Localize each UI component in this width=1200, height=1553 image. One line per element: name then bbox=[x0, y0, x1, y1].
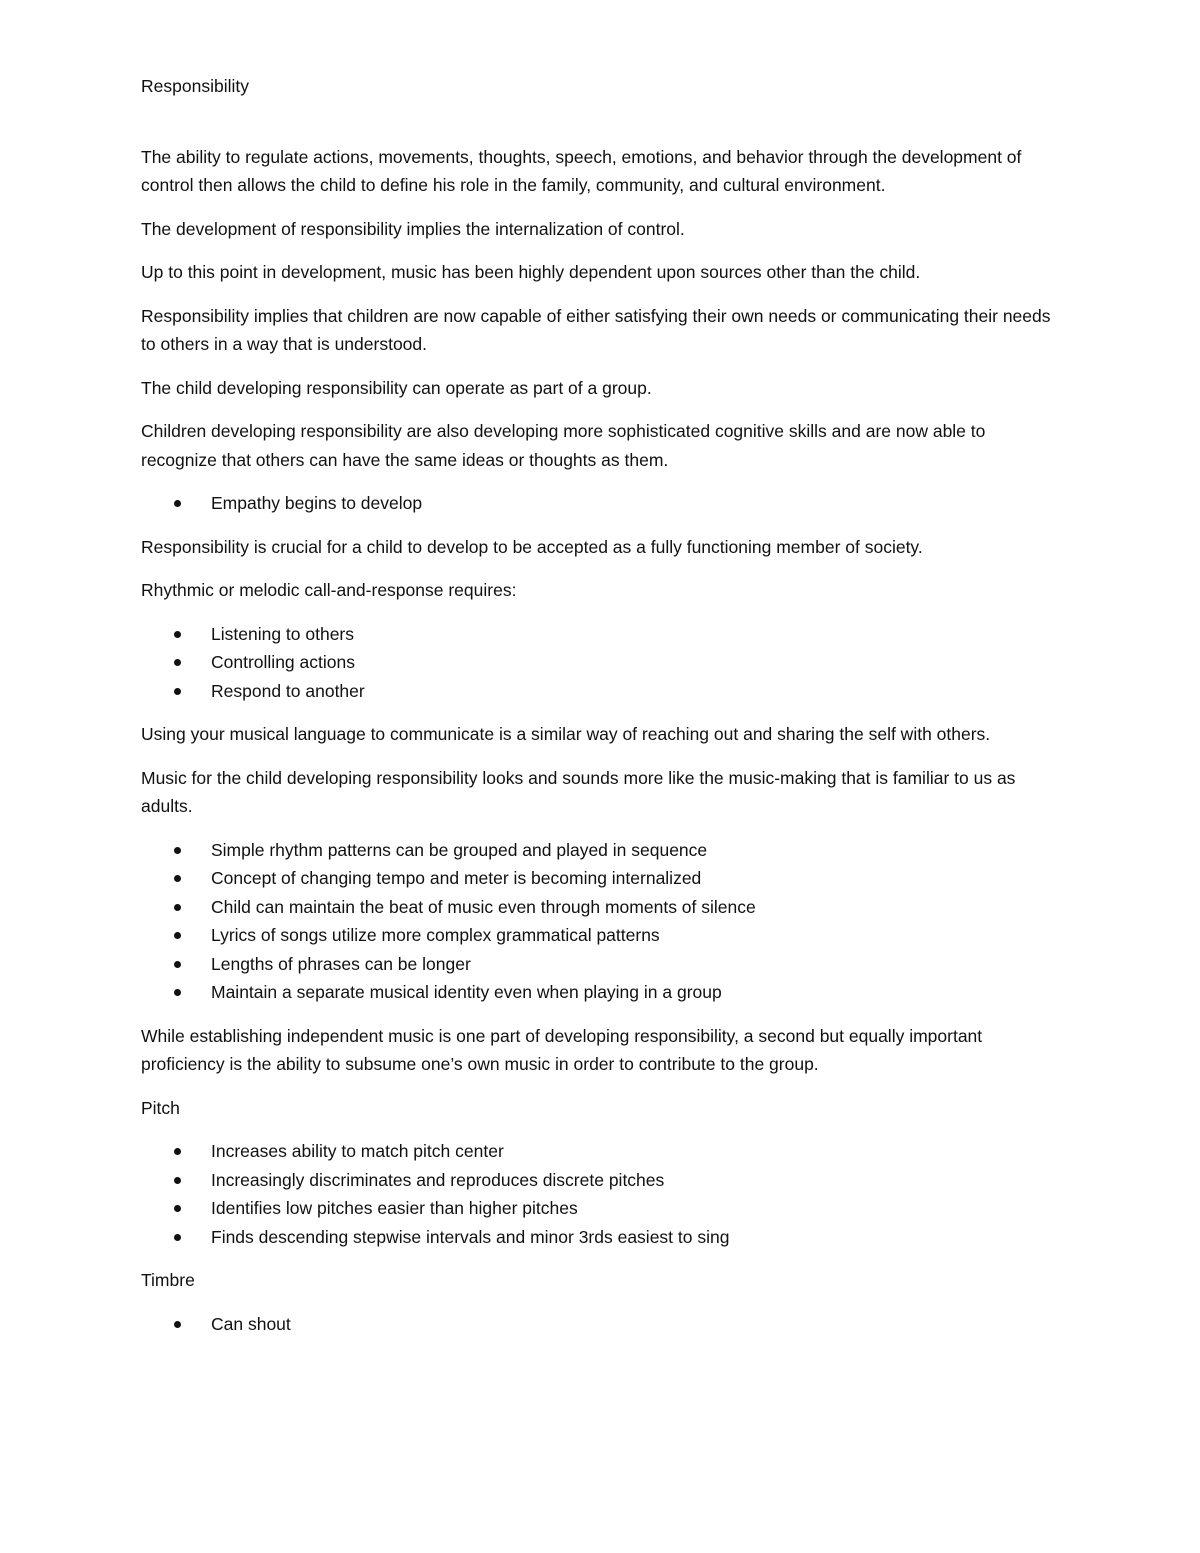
bullet-icon bbox=[174, 932, 181, 939]
document-body bbox=[141, 72, 1061, 1353]
bullet-icon bbox=[174, 1321, 181, 1328]
list-item-text: Finds descending stepwise intervals and minor 3rds easiest to sing bbox=[211, 1226, 730, 1247]
list-item-text: Listening to others bbox=[211, 623, 355, 644]
bullet-list-pitch bbox=[141, 1137, 1061, 1251]
bullet-icon bbox=[174, 847, 181, 854]
paragraph: Responsibility implies that children are now capable of either satisfying their own needs or communicating their needs to others in a way that is understood. bbox=[141, 305, 1051, 354]
list-item-text: Increasingly discriminates and reproduces discrete pitches bbox=[211, 1169, 665, 1190]
list-item-text: Empathy begins to develop bbox=[211, 493, 423, 513]
bullet-icon bbox=[174, 961, 181, 968]
paragraph: Music for the child developing responsibility looks and sounds more like the music-making that is familiar to us as adults. bbox=[141, 767, 1016, 816]
bullet-icon bbox=[174, 500, 181, 507]
bullet-icon bbox=[174, 1205, 181, 1212]
list-item bbox=[141, 648, 1061, 677]
bullet-icon bbox=[174, 875, 181, 882]
paragraph: Rhythmic or melodic call-and-response requires: bbox=[141, 580, 517, 600]
bullet-list-timbre bbox=[141, 1310, 1061, 1339]
bullet-icon bbox=[174, 1177, 181, 1184]
list-item bbox=[141, 1137, 1061, 1166]
list-item-text: Controlling actions bbox=[211, 652, 355, 672]
list-item-text: Can shout bbox=[211, 1313, 291, 1334]
list-item bbox=[141, 836, 1061, 865]
paragraph: Children developing responsibility are also developing more sophisticated cognitive skills and are now able to recognize that others can have the same ideas or thoughts as them. bbox=[141, 421, 986, 470]
list-item bbox=[141, 1166, 1061, 1195]
bullet-icon bbox=[174, 688, 181, 695]
bullet-list-call-response bbox=[141, 620, 1061, 706]
list-item bbox=[141, 978, 1061, 1007]
bullet-list-music-traits bbox=[141, 836, 1061, 1007]
list-item bbox=[141, 921, 1061, 950]
bullet-icon bbox=[174, 631, 181, 638]
bullet-list-empathy bbox=[141, 489, 1061, 518]
list-item-text: Maintain a separate musical identity even when playing in a group bbox=[211, 982, 722, 1002]
list-item-text: Respond to another bbox=[211, 680, 365, 701]
list-item bbox=[141, 1310, 1061, 1339]
paragraph: The ability to regulate actions, movements, thoughts, speech, emotions, and behavior through the development of control then allows the child to define his role in the family, community, and cultural environment. bbox=[141, 146, 1022, 195]
paragraph: The child developing responsibility can operate as part of a group. bbox=[141, 377, 652, 398]
list-item bbox=[141, 950, 1061, 979]
paragraph: While establishing independent music is one part of developing responsibility, a second but equally important proficiency is the ability to subsume one’s own music in order to contribute to the group. bbox=[141, 1025, 983, 1074]
list-item-text: Child can maintain the beat of music even through moments of silence bbox=[211, 896, 756, 917]
paragraph: Responsibility is crucial for a child to develop to be accepted as a fully functioning member of society. bbox=[141, 536, 923, 557]
section-heading-pitch: Pitch bbox=[141, 1097, 180, 1118]
document-title: Responsibility bbox=[141, 76, 249, 96]
paragraph: The development of responsibility implies the internalization of control. bbox=[141, 218, 685, 239]
list-item bbox=[141, 864, 1061, 893]
list-item bbox=[141, 893, 1061, 922]
section-heading-timbre: Timbre bbox=[141, 1270, 195, 1290]
list-item bbox=[141, 1223, 1061, 1252]
bullet-icon bbox=[174, 1234, 181, 1241]
list-item-text: Identifies low pitches easier than higher pitches bbox=[211, 1198, 578, 1218]
list-item bbox=[141, 1194, 1061, 1223]
list-item bbox=[141, 620, 1061, 649]
list-item-text: Simple rhythm patterns can be grouped and played in sequence bbox=[211, 839, 708, 860]
list-item-text: Lyrics of songs utilize more complex grammatical patterns bbox=[211, 925, 660, 945]
list-item-text: Concept of changing tempo and meter is becoming internalized bbox=[211, 868, 702, 888]
paragraph: Up to this point in development, music has been highly dependent upon sources other than the child. bbox=[141, 262, 921, 282]
list-item bbox=[141, 677, 1061, 706]
bullet-icon bbox=[174, 904, 181, 911]
bullet-icon bbox=[174, 659, 181, 666]
list-item-text: Lengths of phrases can be longer bbox=[211, 953, 471, 974]
bullet-icon bbox=[174, 989, 181, 996]
paragraph: Using your musical language to communicate is a similar way of reaching out and sharing the self with others. bbox=[141, 724, 991, 744]
list-item bbox=[141, 489, 1061, 518]
list-item-text: Increases ability to match pitch center bbox=[211, 1141, 504, 1161]
bullet-icon bbox=[174, 1148, 181, 1155]
